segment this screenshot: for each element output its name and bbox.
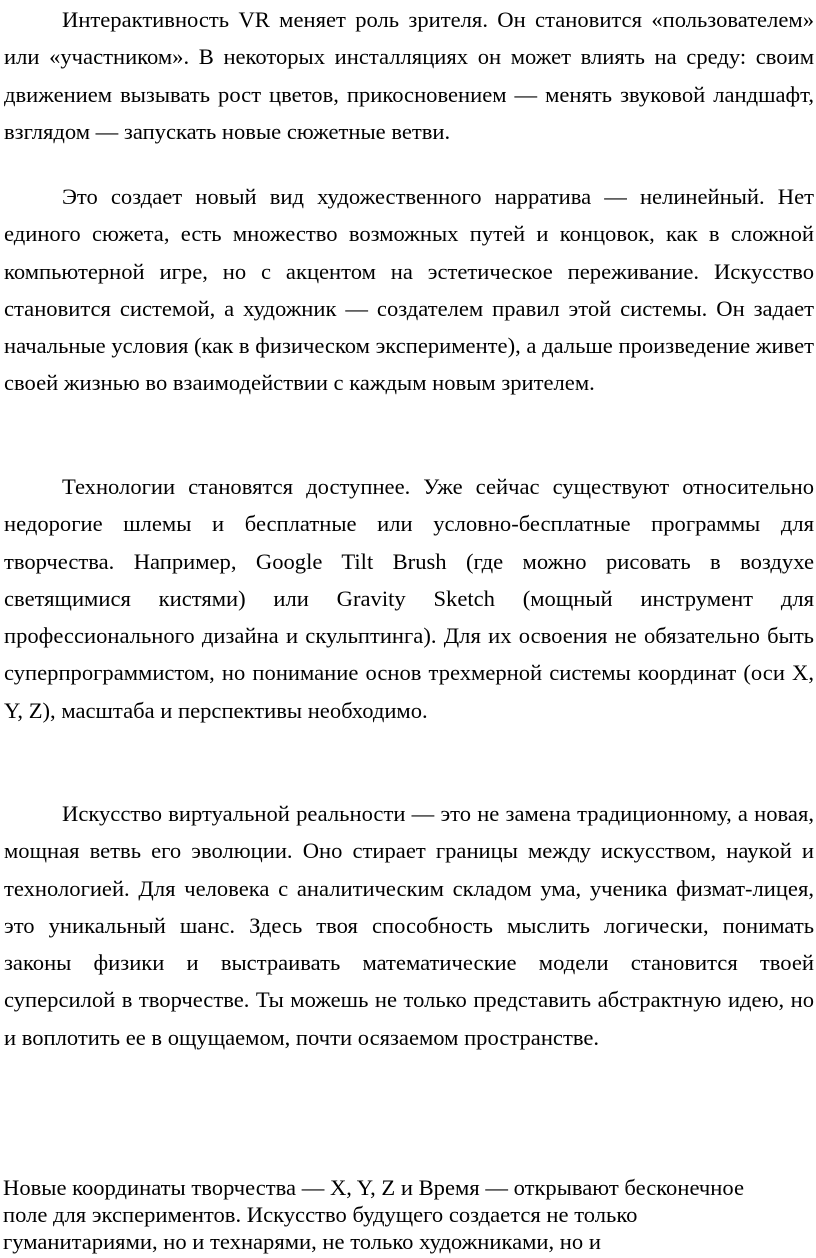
final-line: Новые координаты творчества — X, Y, Z и Время — открывают бесконечное bbox=[3, 1175, 744, 1200]
paragraph-interactivity: Интерактивность VR меняет роль зрителя. Он становится «пользователем» или «участником». В некоторых инсталляциях он может влиять на среду: своим движением вызывать рост цветов, прикосновением — менять звуковой ландшафт, взглядом — запускать новые сюжетные ветви. bbox=[4, 7, 814, 144]
paragraph-evolution: Искусство виртуальной реальности — это не замена традиционному, а новая, мощная ветвь его эволюции. Оно стирает границы между искусством, наукой и технологией. Для человека с аналитическим складом ума, ученика физмат-лицея, это уникальный шанс. Здесь твоя способность мыслить логически, понимать законы физики и выстраивать математические модели становится твоей суперсилой в творчестве. Ты можешь не только представить абстрактную идею, но и воплотить ее в ощущаемом, почти осязаемом пространстве. bbox=[4, 801, 814, 1050]
final-line: поле для экспериментов. Искусство будущего создается не только bbox=[3, 1202, 638, 1227]
paragraph-technologies: Технологии становятся доступнее. Уже сейчас существуют относительно недорогие шлемы и бесплатные или условно-бесплатные программы для творчества. Например, Google Tilt Brush (где можно рисовать в воздухе светящимися кистями) или Gravity Sketch (мощный инструмент для профессионального дизайна и скульптинга). Для их освоения не обязательно быть суперпрограммистом, но понимание основ трехмерной системы координат (оси X, Y, Z), масштаба и перспективы необходимо. bbox=[4, 474, 814, 723]
paragraph-new-coordinates bbox=[3, 1174, 815, 1255]
final-line: гуманитариями, но и технарями, не только художниками, но и bbox=[3, 1229, 601, 1254]
paragraph-narrative: Это создает новый вид художественного нарратива — нелинейный. Нет единого сюжета, есть множество возможных путей и концовок, как в сложной компьютерной игре, но с акцентом на эстетическое переживание. Искусство становится системой, а художник — создателем правил этой системы. Он задает начальные условия (как в физическом эксперименте), а дальше произведение живет своей жизнью во взаимодействии с каждым новым зрителем. bbox=[4, 184, 814, 396]
